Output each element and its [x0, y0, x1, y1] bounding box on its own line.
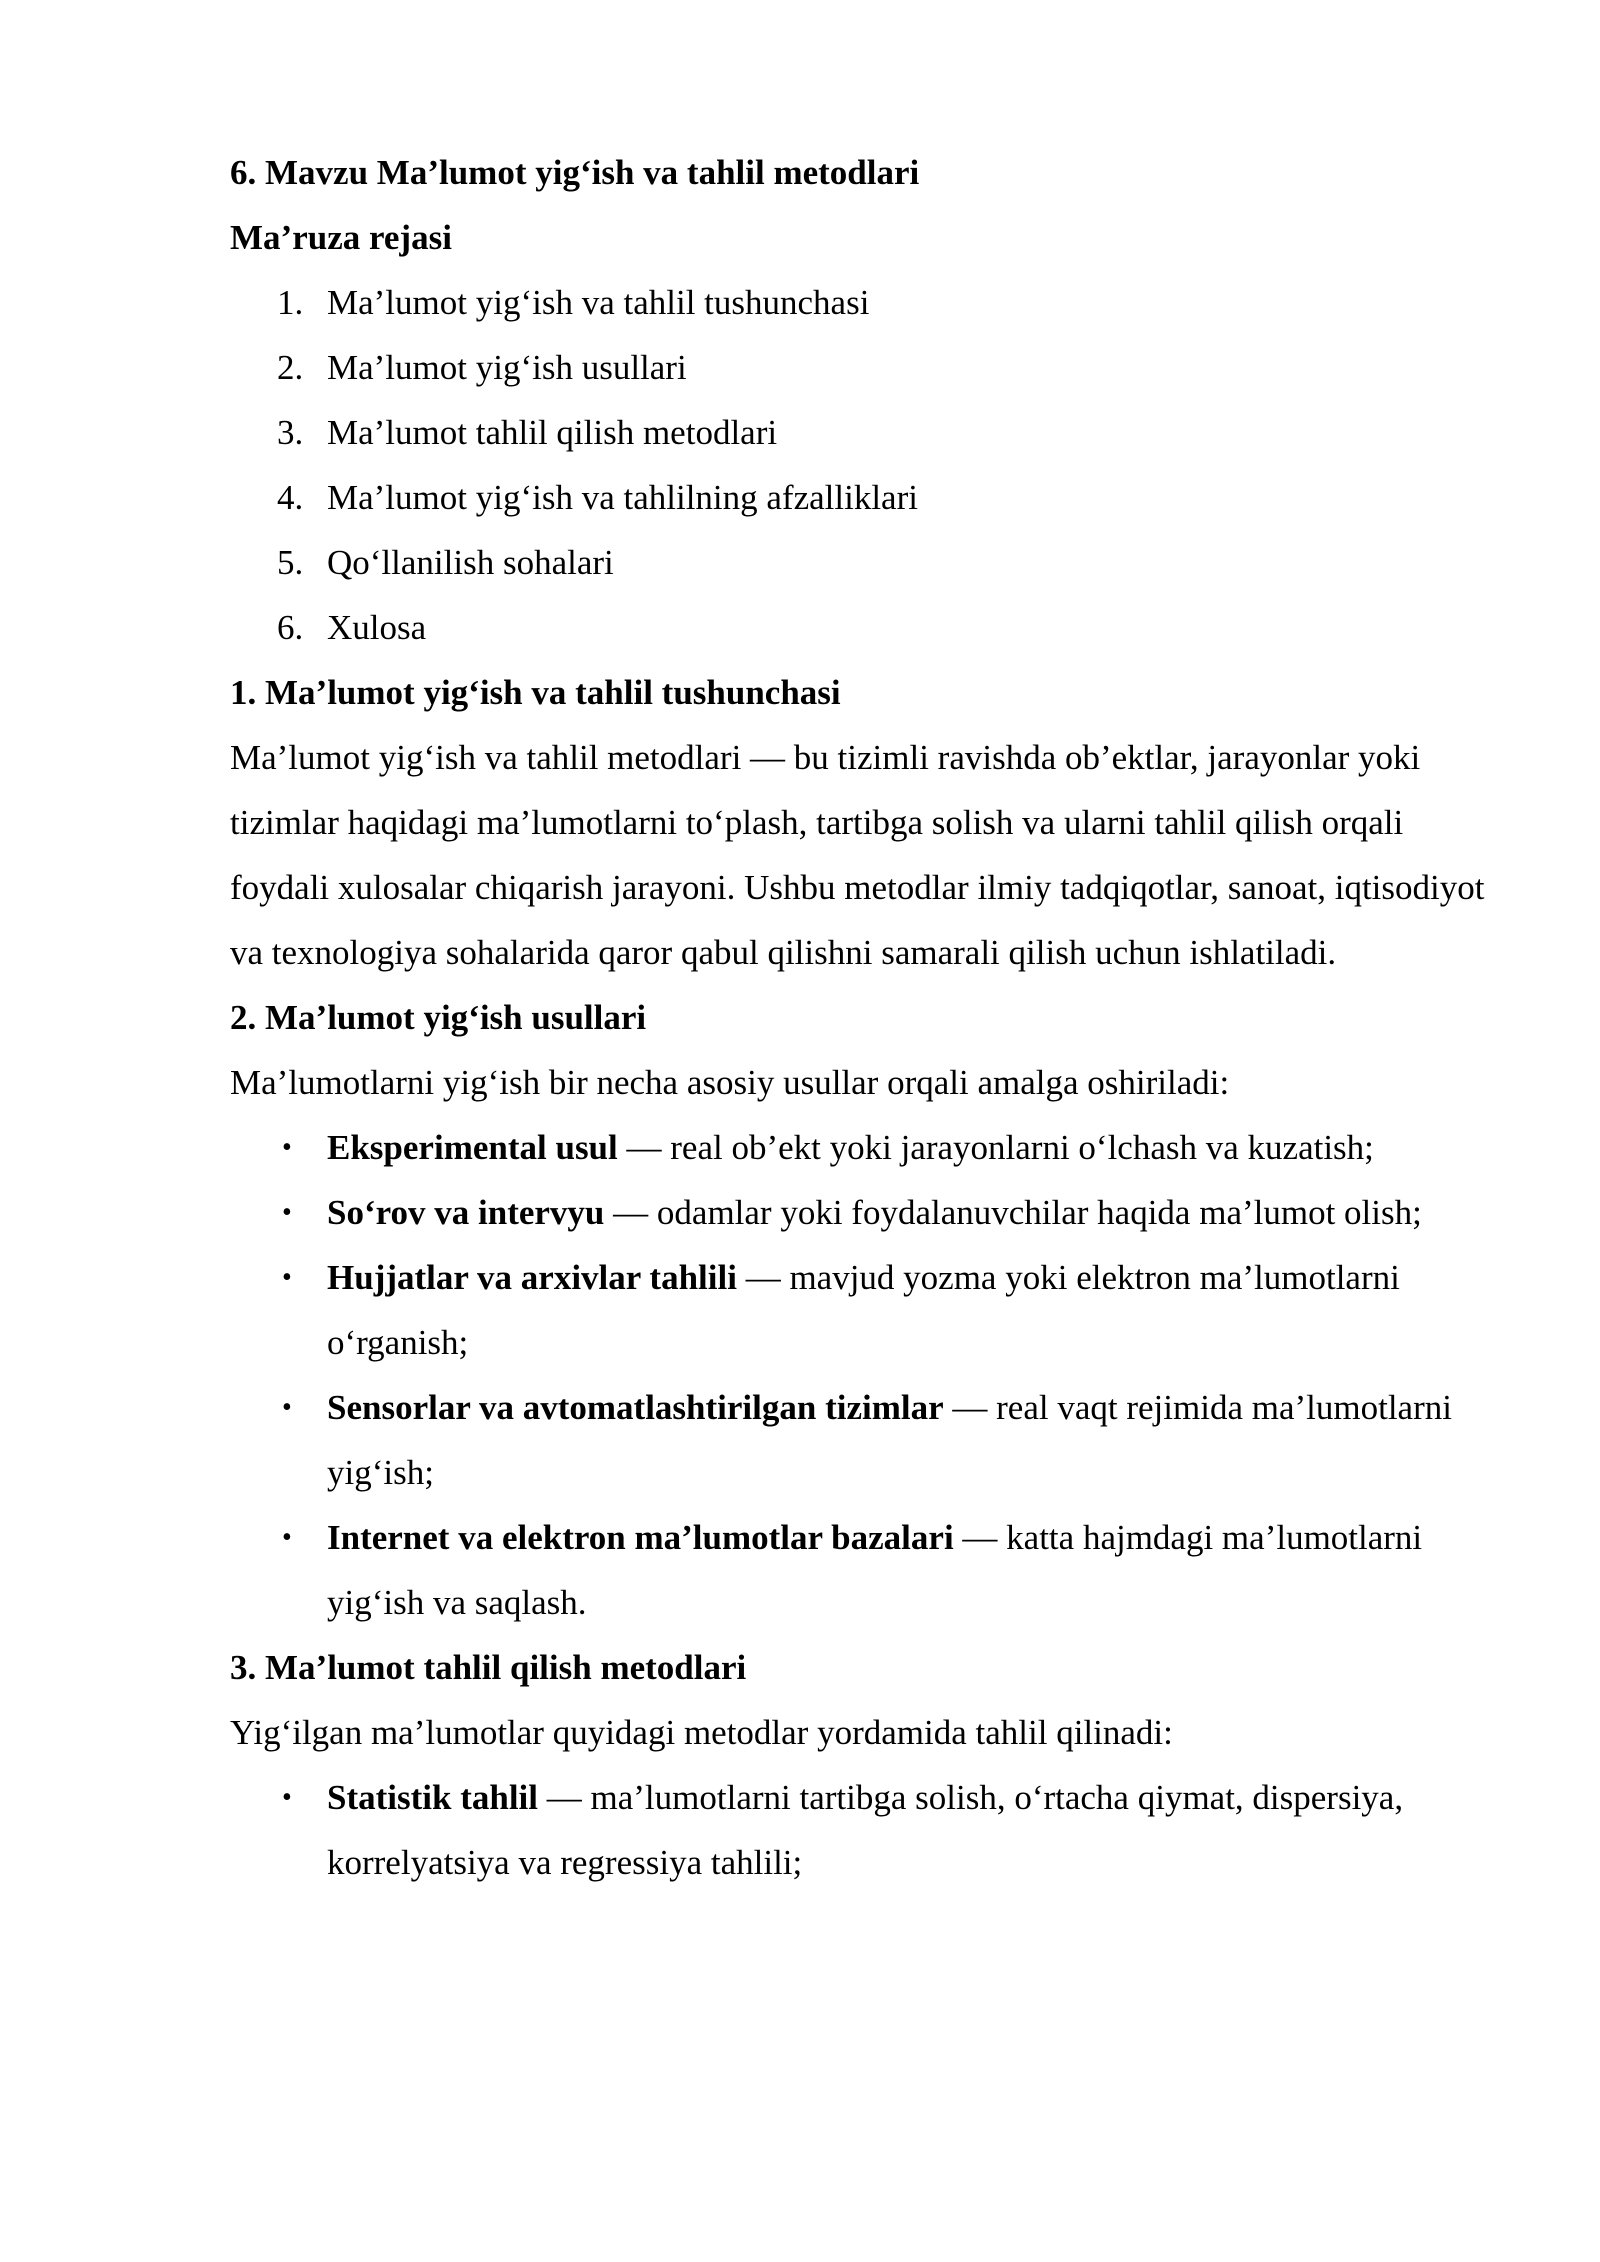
list-item-term: Internet va elektron ma’lumotlar bazalari	[327, 1518, 954, 1557]
bullet-icon: •	[282, 1262, 292, 1293]
bullet-icon: •	[282, 1197, 292, 1228]
plan-item-number: 5.	[277, 543, 304, 582]
list-item	[230, 1245, 1500, 1375]
plan-item-number: 2.	[277, 348, 304, 387]
list-item-description: — real ob’ekt yoki jarayonlarni o‘lchash va kuzatish;	[617, 1128, 1374, 1167]
document-title: 6. Mavzu Ma’lumot yig‘ish va tahlil metodlari	[230, 153, 920, 192]
section-2-heading: 2. Ma’lumot yig‘ish usullari	[230, 998, 647, 1037]
collection-methods-list	[230, 1115, 1500, 1635]
list-item	[230, 1115, 1500, 1180]
plan-item	[230, 595, 1500, 660]
plan-item-text: Ma’lumot yig‘ish va tahlil tushunchasi	[327, 283, 870, 322]
analysis-methods-list	[230, 1765, 1500, 1895]
list-item-term: Sensorlar va avtomatlashtirilgan tizimlar	[327, 1388, 944, 1427]
plan-item-text: Qo‘llanilish sohalari	[327, 543, 614, 582]
section-3-heading: 3. Ma’lumot tahlil qilish metodlari	[230, 1648, 747, 1687]
plan-item	[230, 335, 1500, 400]
plan-item-text: Ma’lumot yig‘ish va tahlilning afzalliklari	[327, 478, 918, 517]
section-3-intro: Yig‘ilgan ma’lumotlar quyidagi metodlar yordamida tahlil qilinadi:	[230, 1713, 1173, 1752]
plan-item-text: Xulosa	[327, 608, 427, 647]
list-item-term: Eksperimental usul	[327, 1128, 618, 1167]
bullet-icon: •	[282, 1132, 292, 1163]
plan-heading: Ma’ruza rejasi	[230, 218, 452, 257]
plan-item	[230, 465, 1500, 530]
plan-item-number: 6.	[277, 608, 304, 647]
list-item	[230, 1505, 1500, 1635]
document-page	[230, 140, 1500, 1895]
plan-item	[230, 270, 1500, 335]
list-item	[230, 1765, 1500, 1895]
section-1-paragraph: Ma’lumot yig‘ish va tahlil metodlari — bu tizimli ravishda ob’ektlar, jarayonlar yoki tizimlar haqidagi ma’lumotlarni to‘plash, tartibga solish va ularni tahlil qilish orqali foydali xulosalar chiqarish jarayoni. Ushbu metodlar ilmiy tadqiqotlar, sanoat, iqtisodiyot va texnologiya sohalarida qaror qabul qilishni samarali qilish uchun ishlatiladi.	[230, 738, 1485, 972]
plan-item-number: 4.	[277, 478, 304, 517]
bullet-icon: •	[282, 1392, 292, 1423]
list-item	[230, 1375, 1500, 1505]
list-item-description: — real vaqt rejimida ma’lumotlarni yig‘ish;	[327, 1388, 1452, 1492]
section-1-heading: 1. Ma’lumot yig‘ish va tahlil tushunchasi	[230, 673, 841, 712]
plan-list	[230, 270, 1500, 660]
plan-item	[230, 400, 1500, 465]
list-item-description: — mavjud yozma yoki elektron ma’lumotlarni o‘rganish;	[327, 1258, 1400, 1362]
list-item-description: — odamlar yoki foydalanuvchilar haqida ma’lumot olish;	[604, 1193, 1422, 1232]
plan-item-text: Ma’lumot tahlil qilish metodlari	[327, 413, 778, 452]
section-2-intro: Ma’lumotlarni yig‘ish bir necha asosiy usullar orqali amalga oshiriladi:	[230, 1063, 1230, 1102]
plan-item	[230, 530, 1500, 595]
plan-item-text: Ma’lumot yig‘ish usullari	[327, 348, 687, 387]
list-item	[230, 1180, 1500, 1245]
plan-item-number: 3.	[277, 413, 304, 452]
plan-item-number: 1.	[277, 283, 304, 322]
bullet-icon: •	[282, 1522, 292, 1553]
bullet-icon: •	[282, 1782, 292, 1813]
list-item-term: Hujjatlar va arxivlar tahlili	[327, 1258, 737, 1297]
list-item-term: Statistik tahlil	[327, 1778, 539, 1817]
list-item-term: So‘rov va intervyu	[327, 1193, 605, 1232]
list-item-description: — katta hajmdagi ma’lumotlarni yig‘ish va saqlash.	[327, 1518, 1423, 1622]
list-item-description: — ma’lumotlarni tartibga solish, o‘rtacha qiymat, dispersiya, korrelyatsiya va regressiya tahlili;	[327, 1778, 1404, 1882]
